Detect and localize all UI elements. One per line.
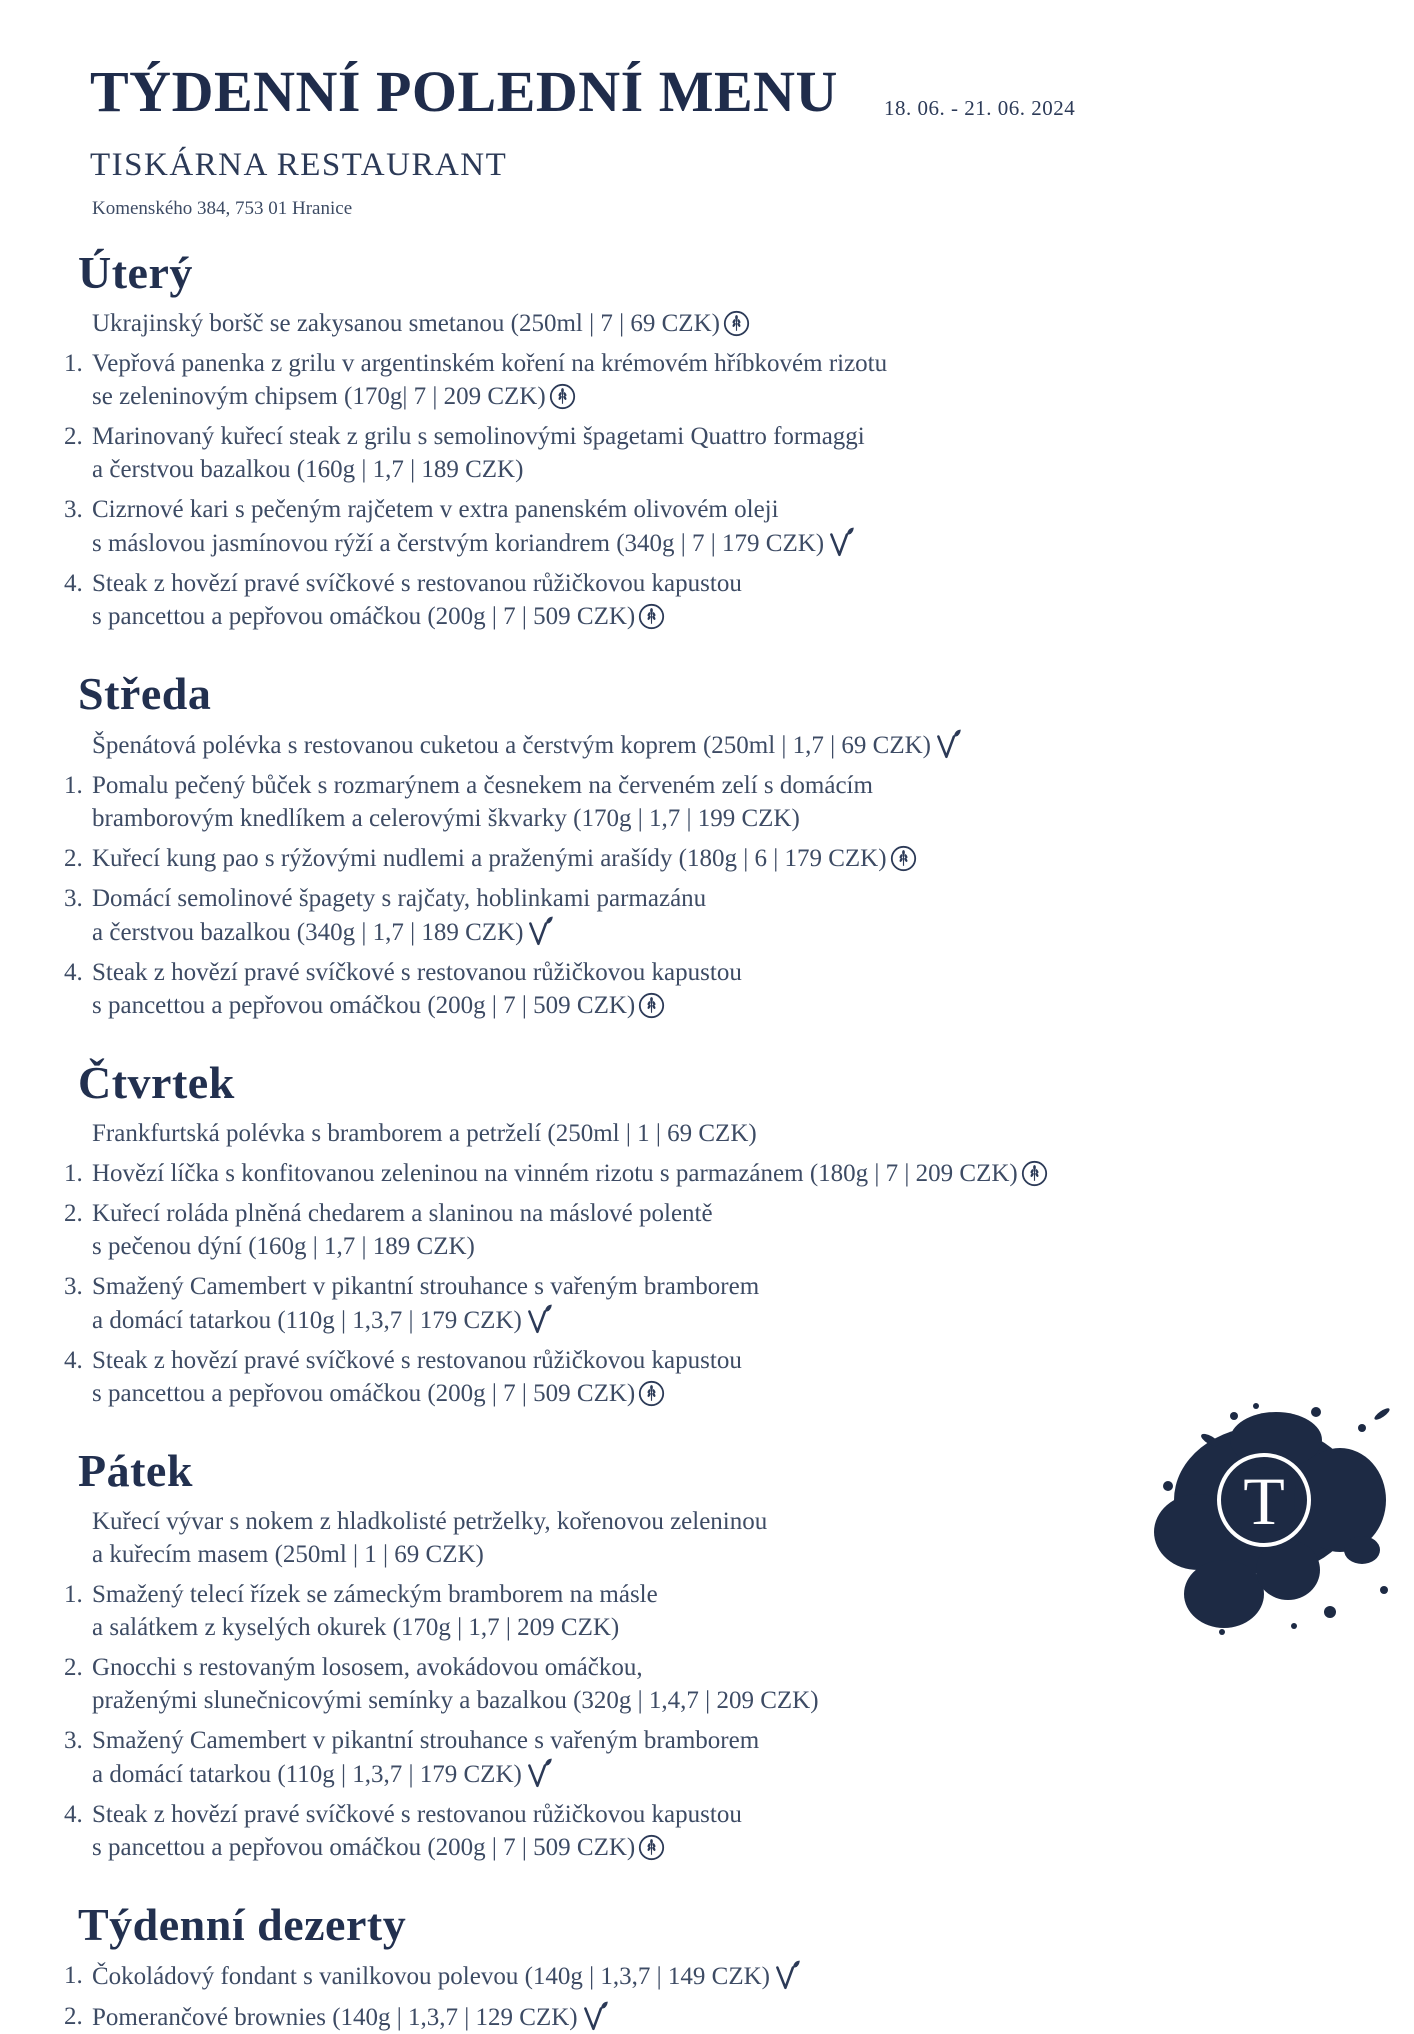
logo-letter: T xyxy=(1243,1463,1285,1539)
menu-section xyxy=(0,246,1414,633)
item-text: Kuřecí roláda plněná chedarem a slaninou na máslové polentě s pečenou dýní (160g | 1,7 | 189 CZK) xyxy=(92,1200,713,1260)
menu-item xyxy=(64,842,1414,875)
gluten-icon xyxy=(549,380,576,413)
item-number: 4. xyxy=(64,570,83,597)
item-text: Čokoládový fondant s vanilkovou polevou (140g | 1,3,7 | 149 CZK) xyxy=(92,1959,1414,1993)
vegan-icon xyxy=(526,915,554,949)
soup-line: Špenátová polévka s restovanou cuketou a čerstvým koprem (250ml | 1,7 | 69 CZK) xyxy=(92,728,1414,762)
gluten-icon xyxy=(1021,1157,1048,1190)
gluten-icon xyxy=(638,1831,665,1864)
item-number: 2. xyxy=(64,1654,83,1681)
menu-item xyxy=(64,956,1414,1022)
page-title: TÝDENNÍ POLEDNÍ MENU xyxy=(90,59,838,124)
item-text: Vepřová panenka z grilu v argentinském koření na krémovém hříbkovém rizotu se zeleninovým chipsem (170g| 7 | 209 CZK) xyxy=(92,347,1414,413)
item-number: 4. xyxy=(64,1801,83,1828)
restaurant-logo xyxy=(1126,1382,1402,1640)
vegan-icon xyxy=(581,2000,609,2034)
menu-item xyxy=(64,2000,1414,2034)
day-heading: Úterý xyxy=(78,247,193,298)
gluten-icon xyxy=(890,842,917,875)
soup-line: Frankfurtská polévka s bramborem a petrželí (250ml | 1 | 69 CZK) xyxy=(92,1120,757,1147)
menu-item xyxy=(64,1157,1414,1190)
item-text: Kuřecí kung pao s rýžovými nudlemi a praženými arašídy (180g | 6 | 179 CZK) xyxy=(92,842,1414,875)
menu-item xyxy=(64,1270,1414,1337)
item-number: 1. xyxy=(64,772,83,799)
vegan-icon xyxy=(827,526,855,560)
item-text: Marinovaný kuřecí steak z grilu s semolinovými špagetami Quattro formaggi a čerstvou bazalkou (160g | 1,7 | 189 CZK) xyxy=(92,423,865,483)
restaurant-address: Komenského 384, 753 01 Hranice xyxy=(92,198,353,219)
day-heading: Týdenní dezerty xyxy=(78,1899,407,1950)
menu-item xyxy=(64,769,1414,835)
item-text: Steak z hovězí pravé svíčkové s restovanou růžičkovou kapustou s pancettou a pepřovou omáčkou (200g | 7 | 509 CZK) xyxy=(92,956,1414,1022)
item-text: Hovězí líčka s konfitovanou zeleninou na vinném rizotu s parmazánem (180g | 7 | 209 CZK) xyxy=(92,1157,1414,1190)
menu-sections xyxy=(0,246,1414,2034)
item-text: Steak z hovězí pravé svíčkové s restovanou růžičkovou kapustou s pancettou a pepřovou omáčkou (200g | 7 | 509 CZK) xyxy=(92,1344,1414,1410)
item-number: 3. xyxy=(64,1727,83,1754)
item-number: 2. xyxy=(64,845,83,872)
menu-item xyxy=(64,882,1414,949)
menu-section xyxy=(0,1056,1414,1410)
vegan-icon xyxy=(934,728,962,762)
item-text: Domácí semolinové špagety s rajčaty, hoblinkami parmazánu a čerstvou bazalkou (340g | 1,7 | 189 CZK) xyxy=(92,882,1414,949)
gluten-icon xyxy=(638,989,665,1022)
item-number: 3. xyxy=(64,496,83,523)
item-text: Smažený Camembert v pikantní strouhance s vařeným bramborem a domácí tatarkou (110g | 1,3,7 | 179 CZK) xyxy=(92,1270,1414,1337)
item-text: Smažený telecí řízek se zámeckým bramborem na másle a salátkem z kyselých okurek (170g | 1,7 | 209 CZK) xyxy=(92,1581,658,1641)
vegan-icon xyxy=(525,1303,553,1337)
item-number: 2. xyxy=(64,423,83,450)
item-number: 1. xyxy=(64,1160,83,1187)
restaurant-name: TISKÁRNA RESTAURANT xyxy=(90,147,508,183)
vegan-icon xyxy=(525,1757,553,1791)
item-text: Gnocchi s restovaným lososem, avokádovou omáčkou, praženými slunečnicovými semínky a bazalkou (320g | 1,4,7 | 209 CZK) xyxy=(92,1654,819,1714)
page-header xyxy=(0,0,1414,220)
item-text: Steak z hovězí pravé svíčkové s restovanou růžičkovou kapustou s pancettou a pepřovou omáčkou (200g | 7 | 509 CZK) xyxy=(92,567,1414,633)
item-number: 1. xyxy=(64,1962,83,1989)
soup-line: Kuřecí vývar s nokem z hladkolisté petrželky, kořenovou zeleninou a kuřecím masem (250ml | 1 | 69 CZK) xyxy=(92,1508,768,1568)
menu-item xyxy=(64,1959,1414,1993)
item-text: Steak z hovězí pravé svíčkové s restovanou růžičkovou kapustou s pancettou a pepřovou omáčkou (200g | 7 | 509 CZK) xyxy=(92,1798,1414,1864)
item-number: 2. xyxy=(64,1200,83,1227)
menu-item xyxy=(64,567,1414,633)
menu-section xyxy=(0,667,1414,1022)
item-text: Smažený Camembert v pikantní strouhance s vařeným bramborem a domácí tatarkou (110g | 1,3,7 | 179 CZK) xyxy=(92,1724,1414,1791)
menu-item xyxy=(64,1651,1414,1717)
menu-item xyxy=(64,1724,1414,1791)
item-number: 2. xyxy=(64,2003,83,2030)
menu-item xyxy=(64,347,1414,413)
item-text: Cizrnové kari s pečeným rajčetem v extra panenském olivovém oleji s máslovou jasmínovou rýží a čerstvým koriandrem (340g | 7 | 179 CZK) xyxy=(92,493,1414,560)
menu-section xyxy=(0,1898,1414,2034)
item-number: 3. xyxy=(64,885,83,912)
day-heading: Čtvrtek xyxy=(78,1057,235,1108)
soup-line: Ukrajinský boršč se zakysanou smetanou (250ml | 7 | 69 CZK) xyxy=(92,307,1414,340)
gluten-icon xyxy=(723,307,750,340)
item-number: 3. xyxy=(64,1273,83,1300)
gluten-icon xyxy=(638,600,665,633)
item-number: 1. xyxy=(64,350,83,377)
item-number: 4. xyxy=(64,1347,83,1374)
vegan-icon xyxy=(773,1959,801,1993)
date-range: 18. 06. - 21. 06. 2024 xyxy=(884,96,1076,120)
item-number: 4. xyxy=(64,959,83,986)
menu-item xyxy=(64,420,1414,486)
menu-item xyxy=(64,1197,1414,1263)
item-number: 1. xyxy=(64,1581,83,1608)
gluten-icon xyxy=(638,1377,665,1410)
item-text: Pomerančové brownies (140g | 1,3,7 | 129 CZK) xyxy=(92,2000,1414,2034)
menu-item xyxy=(64,493,1414,560)
menu-item xyxy=(64,1798,1414,1864)
day-heading: Pátek xyxy=(78,1445,193,1496)
item-text: Pomalu pečený bůček s rozmarýnem a česnekem na červeném zelí s domácím bramborovým knedlíkem a celerovými škvarky (170g | 1,7 | 199 CZK) xyxy=(92,772,873,832)
day-heading: Středa xyxy=(78,668,212,719)
